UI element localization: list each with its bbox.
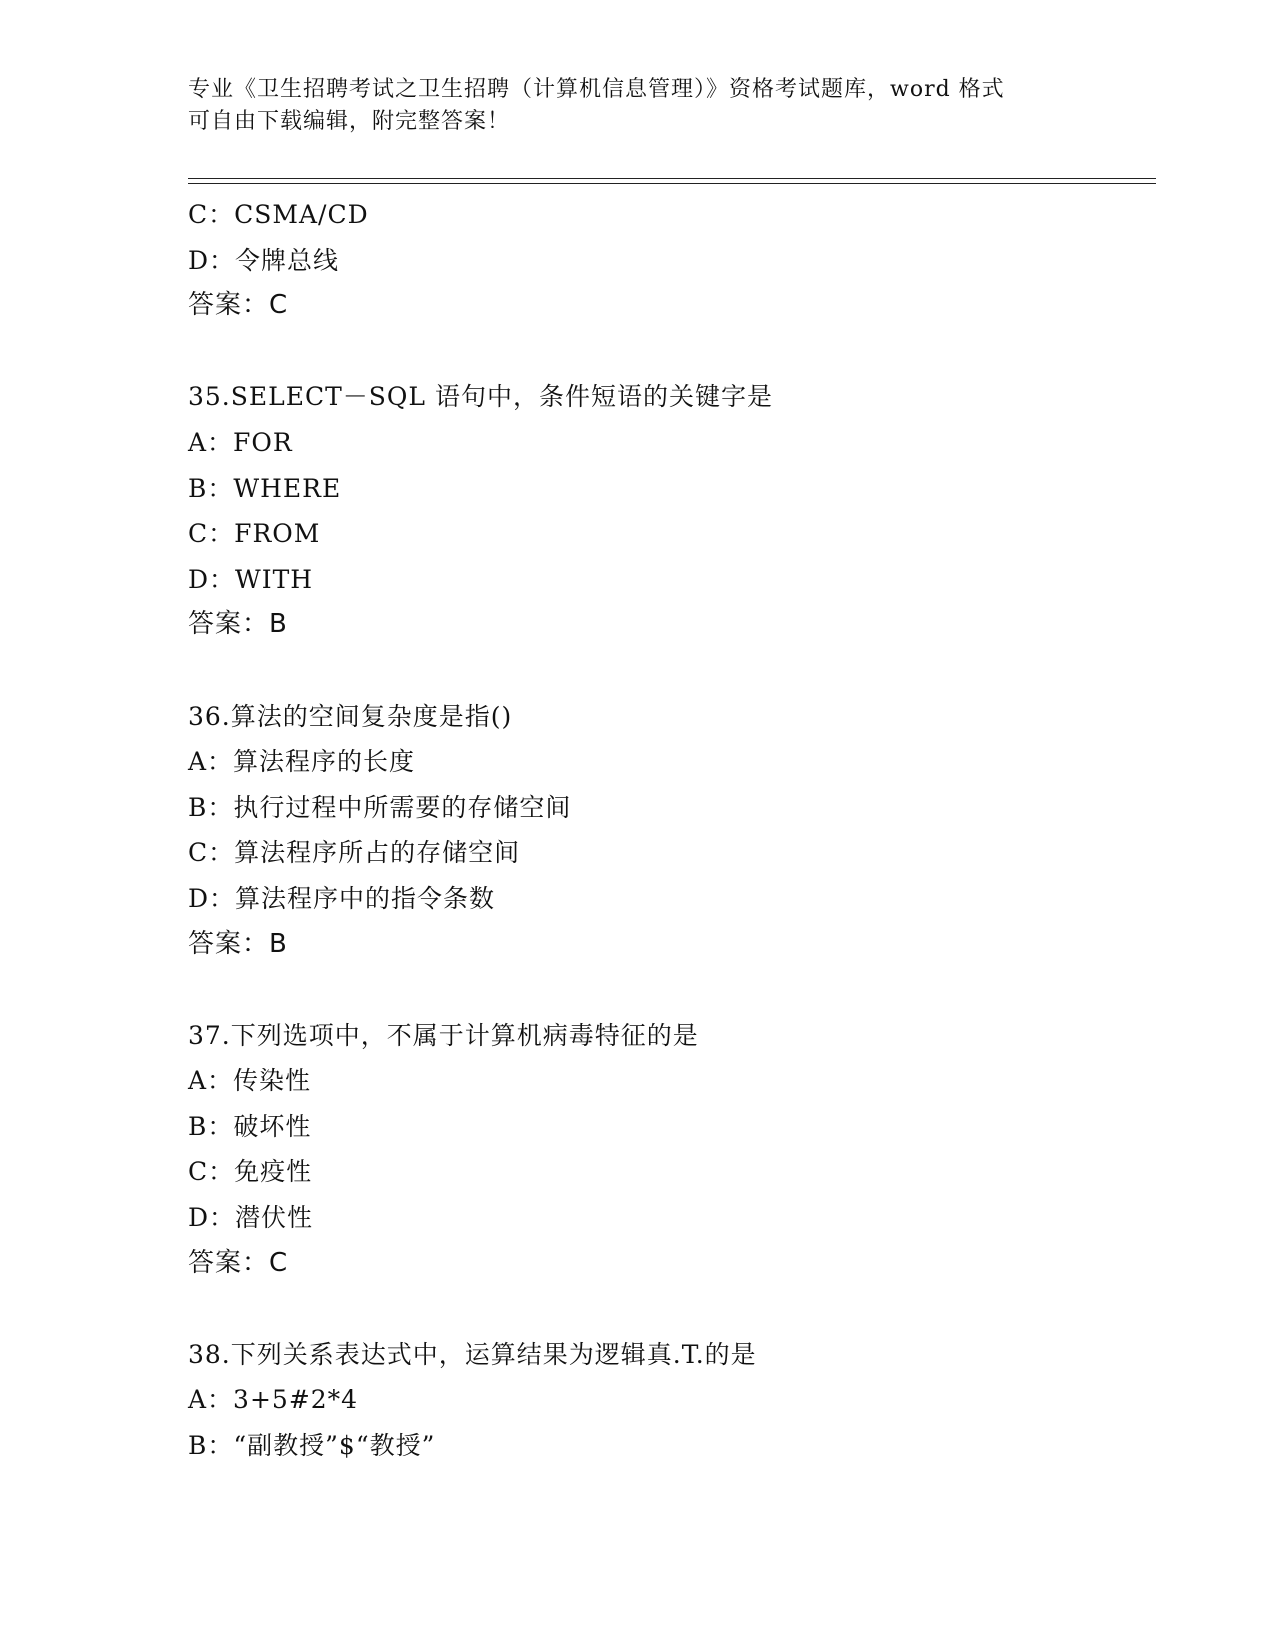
option-b: B：“副教授”$“教授” [188, 1431, 436, 1461]
option-d: D：算法程序中的指令条数 [188, 883, 496, 913]
spacer [188, 329, 1148, 375]
option-a: A：算法程序的长度 [188, 747, 416, 777]
option-d: D：令牌总线 [188, 245, 340, 275]
option-d: D：潜伏性 [188, 1203, 314, 1233]
option-b: B：WHERE [188, 473, 342, 503]
option-d: D：WITH [188, 564, 314, 594]
spacer [188, 648, 1148, 694]
option-c: C：CSMA/CD [188, 200, 369, 229]
option-a: A：传染性 [188, 1066, 312, 1096]
answer-line: 答案：B [188, 609, 288, 640]
option-c: C：算法程序所占的存储空间 [188, 838, 521, 868]
answer-line: 答案：C [188, 1247, 289, 1278]
header-divider-bottom [188, 183, 1156, 184]
option-c: C：FROM [188, 519, 321, 549]
header-line-2: 可自由下载编辑，附完整答案！ [188, 109, 511, 134]
spacer [188, 967, 1148, 1013]
header-divider-top [188, 178, 1156, 179]
option-a: A：FOR [188, 427, 293, 457]
spacer [188, 1286, 1148, 1332]
answer-line: 答案：C [188, 290, 289, 321]
question-stem-38: 38.下列关系表达式中，运算结果为逻辑真.T.的是 [188, 1339, 757, 1369]
question-stem-37: 37.下列选项中，不属于计算机病毒特征的是 [188, 1020, 699, 1050]
question-list [188, 192, 1148, 1469]
document-header [188, 74, 1088, 138]
option-c: C：免疫性 [188, 1157, 313, 1187]
answer-line: 答案：B [188, 928, 288, 959]
question-stem-35: 35.SELECT－SQL 语句中，条件短语的关键字是 [188, 382, 773, 412]
question-stem-36: 36.算法的空间复杂度是指() [188, 701, 513, 731]
option-b: B：破坏性 [188, 1111, 312, 1141]
option-a: A：3+5#2*4 [188, 1385, 359, 1415]
header-line-1: 专业《卫生招聘考试之卫生招聘（计算机信息管理）》资格考试题库，word 格式 [188, 77, 1005, 102]
option-b: B：执行过程中所需要的存储空间 [188, 792, 572, 822]
